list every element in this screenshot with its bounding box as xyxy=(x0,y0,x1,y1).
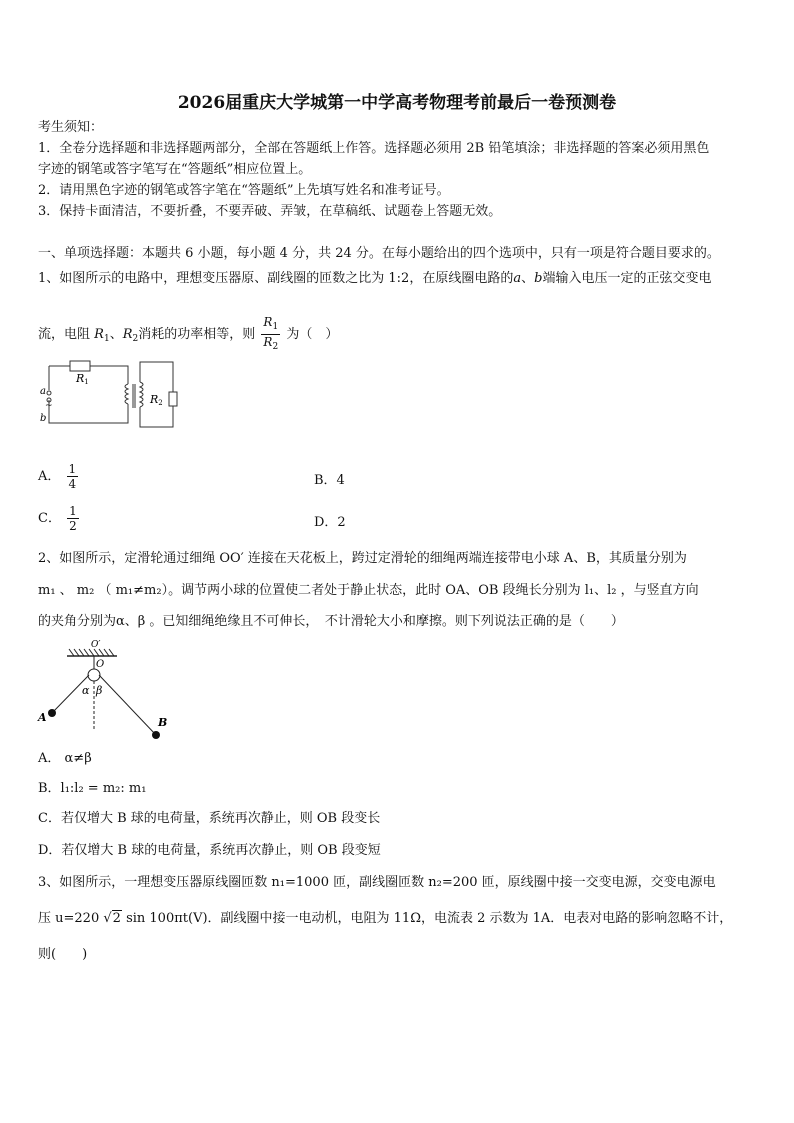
notice-item-1-cont: 字迹的钢笔或答字笔写在“答题纸”相应位置上。 xyxy=(38,162,312,177)
q1-fig-a-label: a xyxy=(40,386,46,397)
q2-fig-b-label: B xyxy=(158,716,168,729)
q1-line-2 xyxy=(38,315,338,354)
q1-circuit-diagram xyxy=(36,356,186,430)
q1-option-c: C． $\frac{1}{2}$ xyxy=(38,504,77,533)
q1-r1-sub: 1 xyxy=(103,334,110,344)
q1-option-d: D．2 xyxy=(314,515,346,530)
q2-line-3: 的夹角分别为α、β 。已知细绳绝缘且不可伸长， 不计滑轮大小和摩擦。则下列说法正确的是（ ） xyxy=(38,614,624,629)
q1-option-a: A． $\frac{1}{4}$ xyxy=(38,462,77,491)
q1-fig-r2-label: R2 xyxy=(150,393,163,407)
q2-fig-beta-label: β xyxy=(96,684,103,697)
q2-option-c: C．若仅增大 B 球的电荷量，系统再次静止，则 OB 段变长 xyxy=(38,811,381,826)
q1-text-1-end: 端输入电压一定的正弦交变电 xyxy=(542,271,712,286)
notice-heading: 考生须知： xyxy=(38,120,104,135)
q1-text-2-end: 为（ ） xyxy=(286,327,339,342)
q2-fig-a-label: A xyxy=(38,711,47,724)
q1-mid: 、 xyxy=(109,327,123,342)
q1-text-1: 1、如图所示的电路中，理想变压器原、副线圈的匝数之比为 1:2，在原线圈电路的 xyxy=(38,271,514,286)
q2-option-a: A． α≠β xyxy=(38,751,92,766)
q1-fig-source-symbol: ~ xyxy=(45,401,53,411)
q1-fig-r1-label: R1 xyxy=(76,372,89,386)
q2-option-b: B．l₁:l₂ = m₂: m₁ xyxy=(38,781,147,796)
q2-fig-oprime-label: O′ xyxy=(91,640,101,650)
q3-sqrt-value: 2 xyxy=(112,911,121,926)
q3-line-3: 则( ) xyxy=(38,947,88,962)
q1-fig-b-label: b xyxy=(40,413,47,424)
q1-r2: R xyxy=(122,327,133,342)
q2-line-1: 2、如图所示，定滑轮通过细绳 OO′ 连接在天花板上，跨过定滑轮的细绳两端连接带电小球 A、B，其质量分别为 xyxy=(38,551,687,566)
q1-line-1 xyxy=(38,268,711,289)
q1-text-2-mid: 消耗的功率相等，则 xyxy=(138,327,256,342)
q2-fig-o-label: O xyxy=(96,659,105,670)
q1-ratio-fraction: $\frac{R_1}{R_2}$ xyxy=(263,315,279,352)
q2-option-d: D．若仅增大 B 球的电荷量，系统再次静止，则 OB 段变短 xyxy=(38,843,381,858)
q2-ball-b xyxy=(152,731,160,739)
q1-r2-sub: 2 xyxy=(132,334,139,344)
q1-var-a: a xyxy=(513,271,522,286)
q2-fig-alpha-label: α xyxy=(82,684,90,697)
q3-line-1: 3、如图所示，一理想变压器原线圈匝数 n₁=1000 匝，副线圈匝数 n₂=200 匝，原线圈中接一交变电源，交变电源电 xyxy=(38,875,716,890)
q2-line-2: m₁ 、 m₂ （ m₁≠m₂）。调节两小球的位置使二者处于静止状态，此时 OA、OB 段绳长分别为 l₁、l₂ ，与竖直方向 xyxy=(38,583,699,598)
q1-r1: R xyxy=(94,327,104,342)
q1-option-b: B．4 xyxy=(314,473,345,488)
q1-sep: 、 xyxy=(521,271,535,286)
notice-item-2: 2．请用黑色字迹的钢笔或答字笔在“答题纸”上先填写姓名和准考证号。 xyxy=(38,183,450,198)
notice-item-3: 3．保持卡面清洁，不要折叠，不要弄破、弄皱，在草稿纸、试题卷上答题无效。 xyxy=(38,204,502,219)
notice-item-1: 1．全卷分选择题和非选择题两部分，全部在答题纸上作答。选择题必须用 2B 铅笔填涂；非选择题的答案必须用黑色 xyxy=(38,141,710,156)
section-heading: 一、单项选择题：本题共 6 小题，每小题 4 分，共 24 分。在每小题给出的四个选项中，只有一项是符合题目要求的。 xyxy=(38,246,720,261)
q1-text-2: 流，电阻 xyxy=(38,327,91,342)
q1-var-b: b xyxy=(534,271,543,286)
q3-line-2: 压 u=220 √2 sin 100πt(V)．副线圈中接一电动机，电阻为 11Ω，电流表 2 示数为 1A．电表对电路的影响忽略不计， xyxy=(38,911,733,926)
q2-ball-a xyxy=(48,709,56,717)
page-title: 2026届重庆大学城第一中学高考物理考前最后一卷预测卷 xyxy=(177,93,617,113)
q2-pulley-diagram xyxy=(32,637,177,743)
sqrt-symbol: √ xyxy=(103,911,112,926)
